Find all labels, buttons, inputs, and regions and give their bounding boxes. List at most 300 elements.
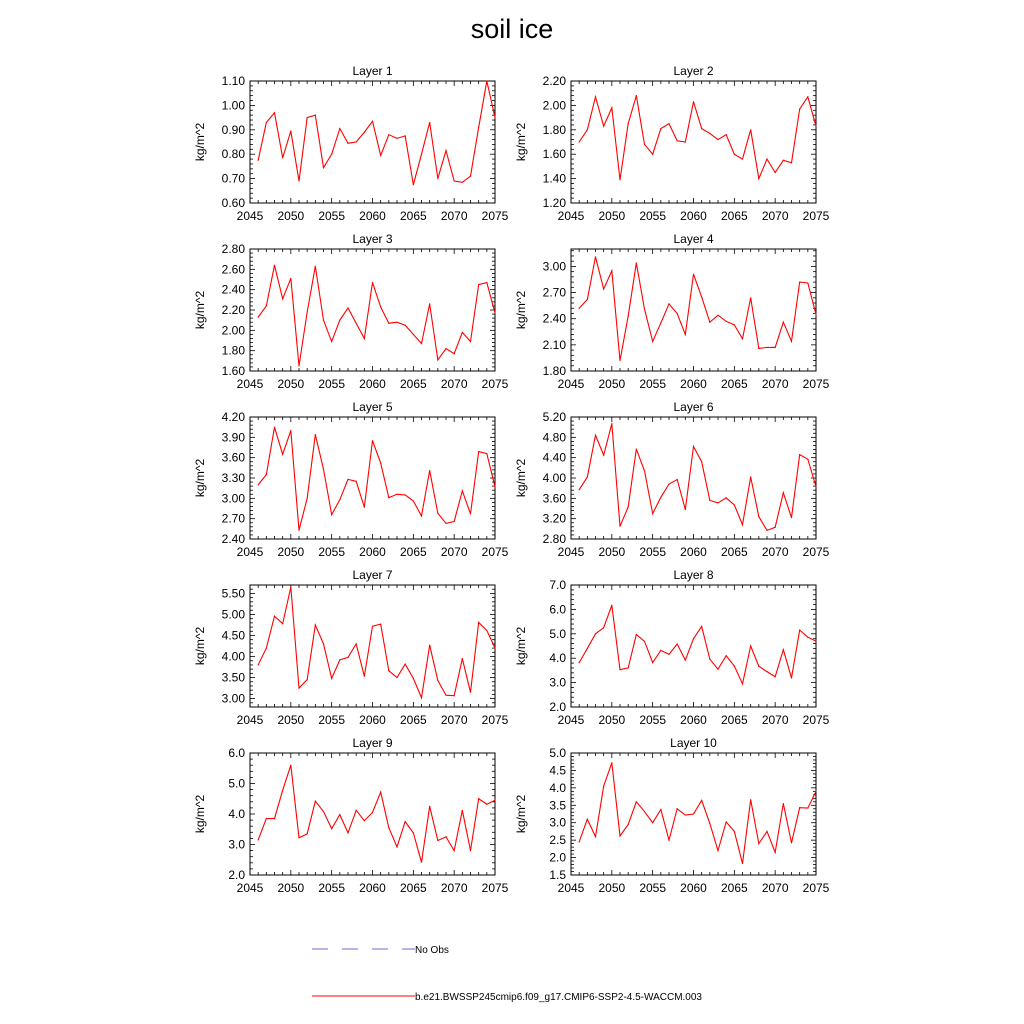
data-point	[668, 484, 669, 485]
data-point	[775, 676, 776, 677]
data-point	[339, 128, 340, 129]
y-tick-label: 5.0	[228, 776, 245, 791]
y-tick-label: 2.80	[542, 532, 566, 546]
y-tick-label: 2.80	[221, 242, 245, 256]
data-point	[677, 643, 678, 644]
data-point	[587, 648, 588, 649]
x-tick-label: 2055	[639, 713, 667, 727]
plot-frame	[571, 249, 816, 371]
x-tick-label: 2070	[440, 713, 468, 727]
data-point	[445, 523, 446, 524]
data-point	[603, 288, 604, 289]
panel-layer-8	[514, 568, 830, 727]
data-point	[470, 176, 471, 177]
data-point	[396, 846, 397, 847]
data-point	[807, 459, 808, 460]
panel-title: Layer 9	[352, 736, 393, 750]
data-point	[470, 513, 471, 514]
data-point	[372, 282, 373, 283]
y-tick-label: 3.60	[221, 450, 245, 465]
data-point	[693, 446, 694, 447]
data-point	[734, 154, 735, 155]
data-point	[595, 256, 596, 257]
data-point	[347, 479, 348, 480]
y-tick-label: 0.80	[221, 147, 245, 162]
data-point	[429, 122, 430, 123]
y-axis-label: kg/m^2	[193, 626, 207, 666]
data-point	[413, 334, 414, 335]
x-tick-label: 2055	[318, 377, 346, 391]
x-tick-label: 2060	[680, 209, 707, 223]
data-point	[636, 801, 637, 802]
series-line	[258, 265, 495, 366]
data-point	[611, 605, 612, 606]
data-point	[266, 818, 267, 819]
data-point	[298, 180, 299, 181]
data-point	[290, 130, 291, 131]
data-point	[628, 316, 629, 317]
panel-title: Layer 1	[352, 64, 393, 78]
data-point	[470, 850, 471, 851]
x-tick-label: 2065	[399, 209, 427, 223]
data-point	[775, 852, 776, 853]
data-point	[331, 678, 332, 679]
data-point	[775, 172, 776, 173]
data-point	[380, 624, 381, 625]
x-tick-label: 2070	[761, 545, 789, 559]
x-tick-label: 2075	[802, 377, 830, 391]
y-tick-label: 1.80	[542, 364, 566, 378]
data-point	[478, 451, 479, 452]
x-tick-label: 2050	[598, 545, 626, 559]
data-point	[356, 810, 357, 811]
data-point	[579, 841, 580, 842]
data-point	[413, 832, 414, 833]
data-point	[660, 809, 661, 810]
series-line	[258, 81, 495, 185]
data-point	[274, 427, 275, 428]
data-point	[413, 678, 414, 679]
data-point	[742, 524, 743, 525]
y-tick-label: 2.5	[549, 833, 566, 848]
data-point	[579, 141, 580, 142]
data-point	[364, 676, 365, 677]
data-point	[405, 135, 406, 136]
data-point	[331, 341, 332, 342]
data-point	[462, 658, 463, 659]
x-tick-label: 2075	[802, 545, 830, 559]
panel-layer-7	[193, 568, 509, 727]
data-point	[339, 320, 340, 321]
x-tick-label: 2045	[236, 545, 264, 559]
series-line	[258, 765, 495, 862]
x-tick-label: 2060	[680, 881, 707, 895]
data-point	[758, 348, 759, 349]
x-tick-label: 2065	[720, 377, 748, 391]
y-tick-label: 2.00	[542, 98, 566, 113]
series-line	[579, 424, 816, 531]
x-tick-label: 2045	[236, 881, 264, 895]
data-point	[364, 820, 365, 821]
y-tick-label: 1.60	[542, 147, 566, 162]
data-point	[668, 123, 669, 124]
data-point	[323, 167, 324, 168]
data-point	[799, 282, 800, 283]
data-point	[429, 303, 430, 304]
data-point	[494, 648, 495, 649]
data-point	[742, 158, 743, 159]
x-tick-label: 2050	[598, 377, 626, 391]
x-tick-label: 2065	[399, 881, 427, 895]
data-point	[307, 679, 308, 680]
plot-frame	[250, 417, 495, 539]
x-tick-label: 2055	[639, 209, 667, 223]
x-tick-label: 2070	[761, 209, 789, 223]
data-point	[282, 454, 283, 455]
x-tick-label: 2060	[359, 881, 386, 895]
data-point	[636, 448, 637, 449]
y-tick-label: 0.90	[221, 122, 245, 137]
data-point	[766, 158, 767, 159]
data-point	[429, 470, 430, 471]
y-tick-label: 2.0	[549, 850, 566, 865]
x-tick-label: 2050	[598, 209, 626, 223]
data-point	[356, 141, 357, 142]
data-point	[693, 813, 694, 814]
data-point	[644, 470, 645, 471]
data-point	[356, 323, 357, 324]
data-point	[486, 453, 487, 454]
data-point	[323, 811, 324, 812]
data-point	[413, 184, 414, 185]
data-point	[445, 836, 446, 837]
data-point	[619, 669, 620, 670]
data-point	[750, 297, 751, 298]
data-point	[258, 839, 259, 840]
data-point	[709, 823, 710, 824]
series-line	[258, 427, 495, 530]
y-tick-label: 7.0	[549, 578, 566, 592]
data-point	[726, 655, 727, 656]
data-point	[766, 831, 767, 832]
y-tick-label: 4.20	[221, 410, 245, 424]
x-tick-label: 2065	[720, 209, 748, 223]
data-point	[726, 321, 727, 322]
data-point	[347, 657, 348, 658]
data-point	[388, 323, 389, 324]
y-tick-label: 5.0	[549, 746, 566, 760]
data-point	[347, 307, 348, 308]
data-point	[668, 654, 669, 655]
x-tick-label: 2075	[481, 209, 509, 223]
x-tick-label: 2045	[557, 209, 585, 223]
x-tick-label: 2055	[318, 713, 346, 727]
data-point	[266, 648, 267, 649]
data-point	[396, 322, 397, 323]
data-point	[799, 108, 800, 109]
data-point	[709, 659, 710, 660]
data-point	[429, 645, 430, 646]
data-point	[274, 818, 275, 819]
data-point	[315, 115, 316, 116]
data-point	[815, 126, 816, 127]
data-point	[734, 831, 735, 832]
data-point	[701, 800, 702, 801]
data-point	[750, 129, 751, 130]
data-point	[486, 282, 487, 283]
x-tick-label: 2075	[802, 209, 830, 223]
y-tick-label: 3.00	[542, 259, 566, 274]
data-point	[709, 322, 710, 323]
y-tick-label: 2.60	[221, 262, 245, 277]
data-point	[372, 440, 373, 441]
plot-frame	[250, 753, 495, 875]
y-axis-label: kg/m^2	[514, 122, 528, 162]
data-point	[494, 312, 495, 313]
data-point	[486, 630, 487, 631]
data-point	[307, 833, 308, 834]
y-tick-label: 2.40	[221, 532, 245, 546]
data-point	[758, 843, 759, 844]
y-axis-label: kg/m^2	[514, 290, 528, 330]
data-point	[611, 762, 612, 763]
data-point	[339, 659, 340, 660]
data-point	[266, 122, 267, 123]
y-tick-label: 0.70	[221, 171, 245, 186]
y-tick-label: 1.80	[542, 122, 566, 137]
data-point	[331, 828, 332, 829]
y-tick-label: 4.80	[542, 430, 566, 445]
data-point	[454, 695, 455, 696]
data-point	[717, 502, 718, 503]
data-point	[380, 306, 381, 307]
x-tick-label: 2045	[236, 713, 264, 727]
data-point	[494, 486, 495, 487]
data-point	[807, 637, 808, 638]
data-point	[372, 121, 373, 122]
y-tick-label: 4.0	[228, 807, 245, 821]
data-point	[437, 840, 438, 841]
data-point	[307, 311, 308, 312]
data-point	[266, 305, 267, 306]
x-tick-label: 2055	[639, 881, 667, 895]
data-point	[709, 500, 710, 501]
data-point	[595, 435, 596, 436]
data-point	[587, 819, 588, 820]
data-point	[636, 95, 637, 96]
y-tick-label: 3.5	[549, 798, 566, 813]
data-point	[347, 832, 348, 833]
data-point	[636, 262, 637, 263]
y-tick-label: 4.00	[542, 471, 566, 485]
data-point	[693, 101, 694, 102]
data-point	[758, 178, 759, 179]
panel-title: Layer 2	[673, 64, 714, 78]
data-point	[677, 140, 678, 141]
data-point	[462, 490, 463, 491]
data-point	[339, 499, 340, 500]
x-tick-label: 2055	[639, 377, 667, 391]
x-tick-label: 2050	[277, 713, 305, 727]
panel-title: Layer 6	[673, 400, 714, 414]
plot-frame	[250, 81, 495, 203]
y-tick-label: 5.20	[542, 410, 566, 424]
x-tick-label: 2065	[399, 545, 427, 559]
data-point	[677, 808, 678, 809]
data-point	[791, 162, 792, 163]
panel-layer-9	[193, 736, 509, 895]
data-point	[815, 791, 816, 792]
data-point	[619, 526, 620, 527]
data-point	[717, 315, 718, 316]
figure-title: soil ice	[470, 14, 554, 44]
data-point	[791, 341, 792, 342]
data-point	[677, 313, 678, 314]
data-point	[652, 662, 653, 663]
x-tick-label: 2050	[277, 881, 305, 895]
data-point	[628, 667, 629, 668]
data-point	[685, 509, 686, 510]
x-tick-label: 2060	[359, 713, 386, 727]
series-line	[258, 587, 495, 698]
data-point	[595, 633, 596, 634]
y-tick-label: 2.0	[549, 700, 566, 714]
data-point	[668, 840, 669, 841]
data-point	[750, 476, 751, 477]
y-tick-label: 2.70	[542, 285, 566, 300]
data-point	[290, 765, 291, 766]
plot-frame	[571, 585, 816, 707]
y-tick-label: 1.40	[542, 171, 566, 186]
data-point	[315, 434, 316, 435]
data-point	[660, 128, 661, 129]
x-tick-label: 2050	[277, 209, 305, 223]
data-point	[290, 430, 291, 431]
data-point	[726, 497, 727, 498]
data-point	[693, 638, 694, 639]
data-point	[282, 790, 283, 791]
data-point	[660, 322, 661, 323]
data-point	[364, 132, 365, 133]
data-point	[644, 811, 645, 812]
x-tick-label: 2045	[557, 545, 585, 559]
x-tick-label: 2050	[277, 545, 305, 559]
x-tick-label: 2055	[318, 881, 346, 895]
x-tick-label: 2045	[557, 881, 585, 895]
data-point	[462, 182, 463, 183]
data-point	[709, 133, 710, 134]
x-tick-label: 2060	[680, 713, 707, 727]
x-tick-label: 2075	[481, 881, 509, 895]
data-point	[388, 134, 389, 135]
data-point	[815, 314, 816, 315]
data-point	[454, 353, 455, 354]
data-point	[454, 521, 455, 522]
data-point	[587, 129, 588, 130]
data-point	[775, 527, 776, 528]
legend-label-no-obs: No Obs	[415, 945, 449, 956]
data-point	[701, 461, 702, 462]
data-point	[791, 517, 792, 518]
data-point	[783, 160, 784, 161]
data-point	[331, 154, 332, 155]
data-point	[445, 695, 446, 696]
data-point	[421, 343, 422, 344]
data-point	[388, 827, 389, 828]
data-point	[437, 513, 438, 514]
data-point	[595, 836, 596, 837]
x-tick-label: 2070	[440, 545, 468, 559]
data-point	[652, 822, 653, 823]
data-point	[372, 626, 373, 627]
panel-title: Layer 5	[352, 400, 393, 414]
y-tick-label: 3.00	[221, 491, 245, 506]
data-point	[685, 660, 686, 661]
data-point	[734, 665, 735, 666]
data-point	[315, 801, 316, 802]
legend	[312, 945, 702, 1003]
data-point	[396, 677, 397, 678]
data-point	[478, 798, 479, 799]
y-tick-label: 1.00	[221, 98, 245, 113]
data-point	[693, 274, 694, 275]
data-point	[290, 278, 291, 279]
data-point	[685, 141, 686, 142]
data-point	[470, 341, 471, 342]
data-point	[437, 359, 438, 360]
data-point	[611, 423, 612, 424]
data-point	[783, 322, 784, 323]
y-tick-label: 3.00	[221, 691, 245, 706]
panel-layer-1	[193, 64, 509, 223]
data-point	[462, 332, 463, 333]
data-point	[742, 683, 743, 684]
data-point	[388, 670, 389, 671]
x-tick-label: 2070	[761, 713, 789, 727]
x-tick-label: 2045	[236, 377, 264, 391]
data-point	[437, 178, 438, 179]
data-point	[315, 266, 316, 267]
data-point	[701, 296, 702, 297]
x-tick-label: 2070	[440, 881, 468, 895]
data-point	[421, 154, 422, 155]
series-line	[579, 605, 816, 684]
data-point	[372, 812, 373, 813]
data-point	[701, 128, 702, 129]
x-tick-label: 2060	[359, 377, 386, 391]
data-point	[734, 504, 735, 505]
data-point	[258, 664, 259, 665]
data-point	[364, 507, 365, 508]
data-point	[323, 469, 324, 470]
data-point	[644, 144, 645, 145]
data-point	[396, 138, 397, 139]
x-tick-label: 2050	[598, 713, 626, 727]
data-point	[742, 338, 743, 339]
data-point	[339, 814, 340, 815]
data-point	[766, 530, 767, 531]
panel-layer-2	[514, 64, 830, 223]
x-tick-label: 2075	[481, 545, 509, 559]
data-point	[307, 498, 308, 499]
data-point	[791, 842, 792, 843]
data-point	[494, 800, 495, 801]
data-point	[734, 324, 735, 325]
x-tick-label: 2060	[680, 545, 707, 559]
y-tick-label: 0.60	[221, 196, 245, 210]
data-point	[603, 126, 604, 127]
data-point	[462, 810, 463, 811]
